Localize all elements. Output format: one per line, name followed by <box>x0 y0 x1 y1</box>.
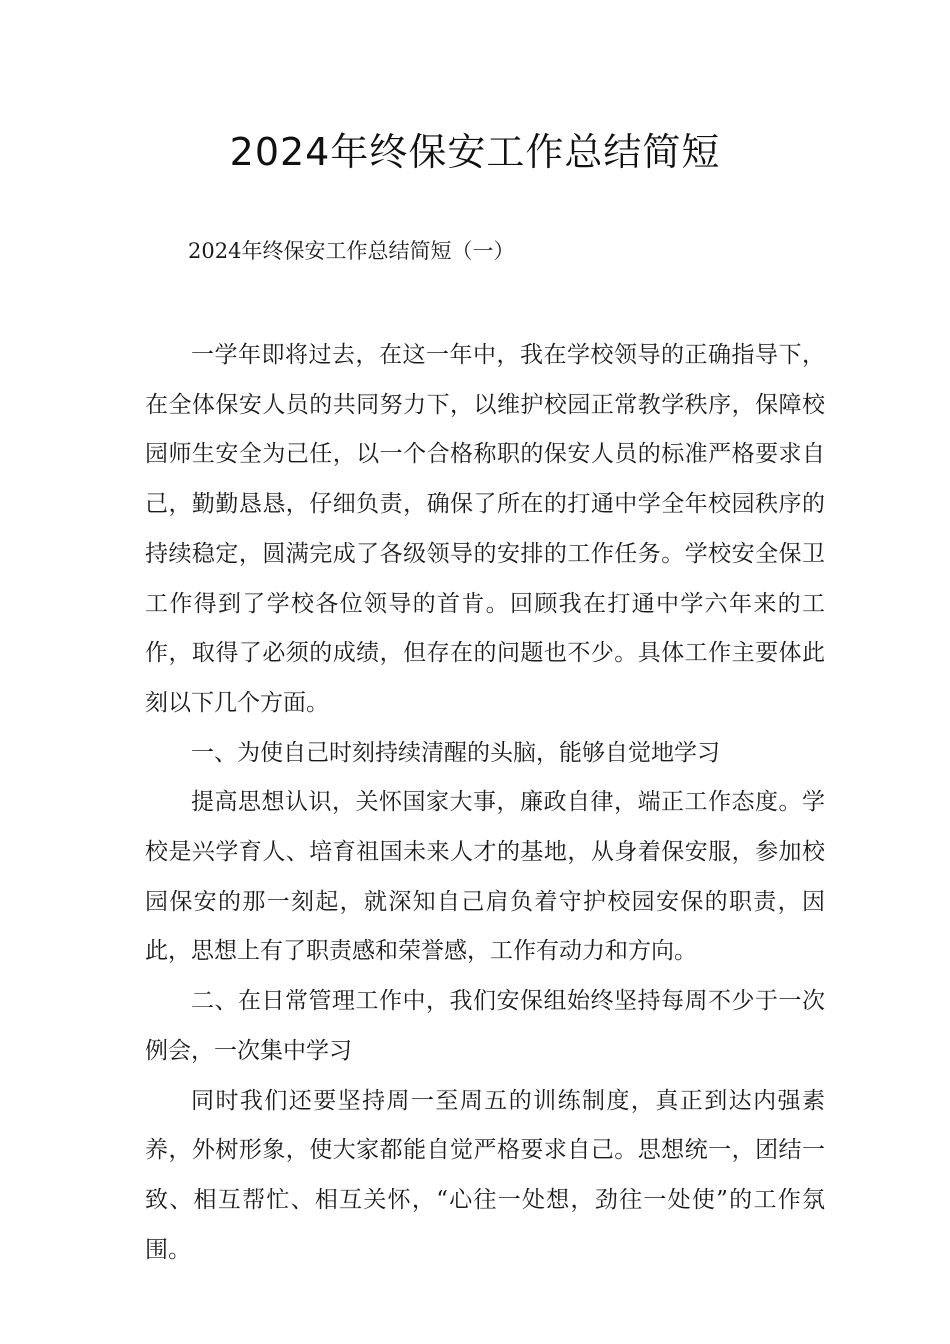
paragraph-heading-2: 二、在日常管理工作中，我们安保组始终坚持每周不少于一次例会，一次集中学习 <box>145 988 825 1064</box>
paragraph-section-1: 提高思想认识，关怀国家大事，廉政自律，端正工作态度。学校是兴学育人、培育祖国未来人才的基地，从身着保安服，参加校园保安的那一刻起，就深知自己肩负着守护校园安保的职责，因此，思想上有了职责感和荣誉感，工作有动力和方向。 <box>145 789 825 965</box>
document-subtitle: 2024年终保安工作总结简短（一） <box>188 239 515 263</box>
paragraph-section-2: 同时我们还要坚持周一至周五的训练制度，真正到达内强素养，外树形象，使大家都能自觉严格要求自己。思想统一，团结一致、相互帮忙、相互关怀，“心往一处想，劲往一处使”的工作氛围。 <box>145 1087 825 1263</box>
paragraph-intro: 一学年即将过去，在这一年中，我在学校领导的正确指导下，在全体保安人员的共同努力下，以维护校园正常教学秩序，保障校园师生安全为己任，以一个合格称职的保安人员的标准严格要求自己，勤勤恳恳，仔细负责，确保了所在的打通中学全年校园秩序的持续稳定，圆满完成了各级领导的安排的工作任务。学校安全保卫工作得到了学校各位领导的首肯。回顾我在打通中学六年来的工作，取得了必须的成绩，但存在的问题也不少。具体工作主要体此刻以下几个方面。 <box>145 342 825 716</box>
document-body <box>145 331 825 1275</box>
paragraph-heading-1: 一、为使自己时刻持续清醒的头脑，能够自觉地学习 <box>191 739 720 766</box>
document-title: 2024年终保安工作总结简短 <box>229 130 721 174</box>
